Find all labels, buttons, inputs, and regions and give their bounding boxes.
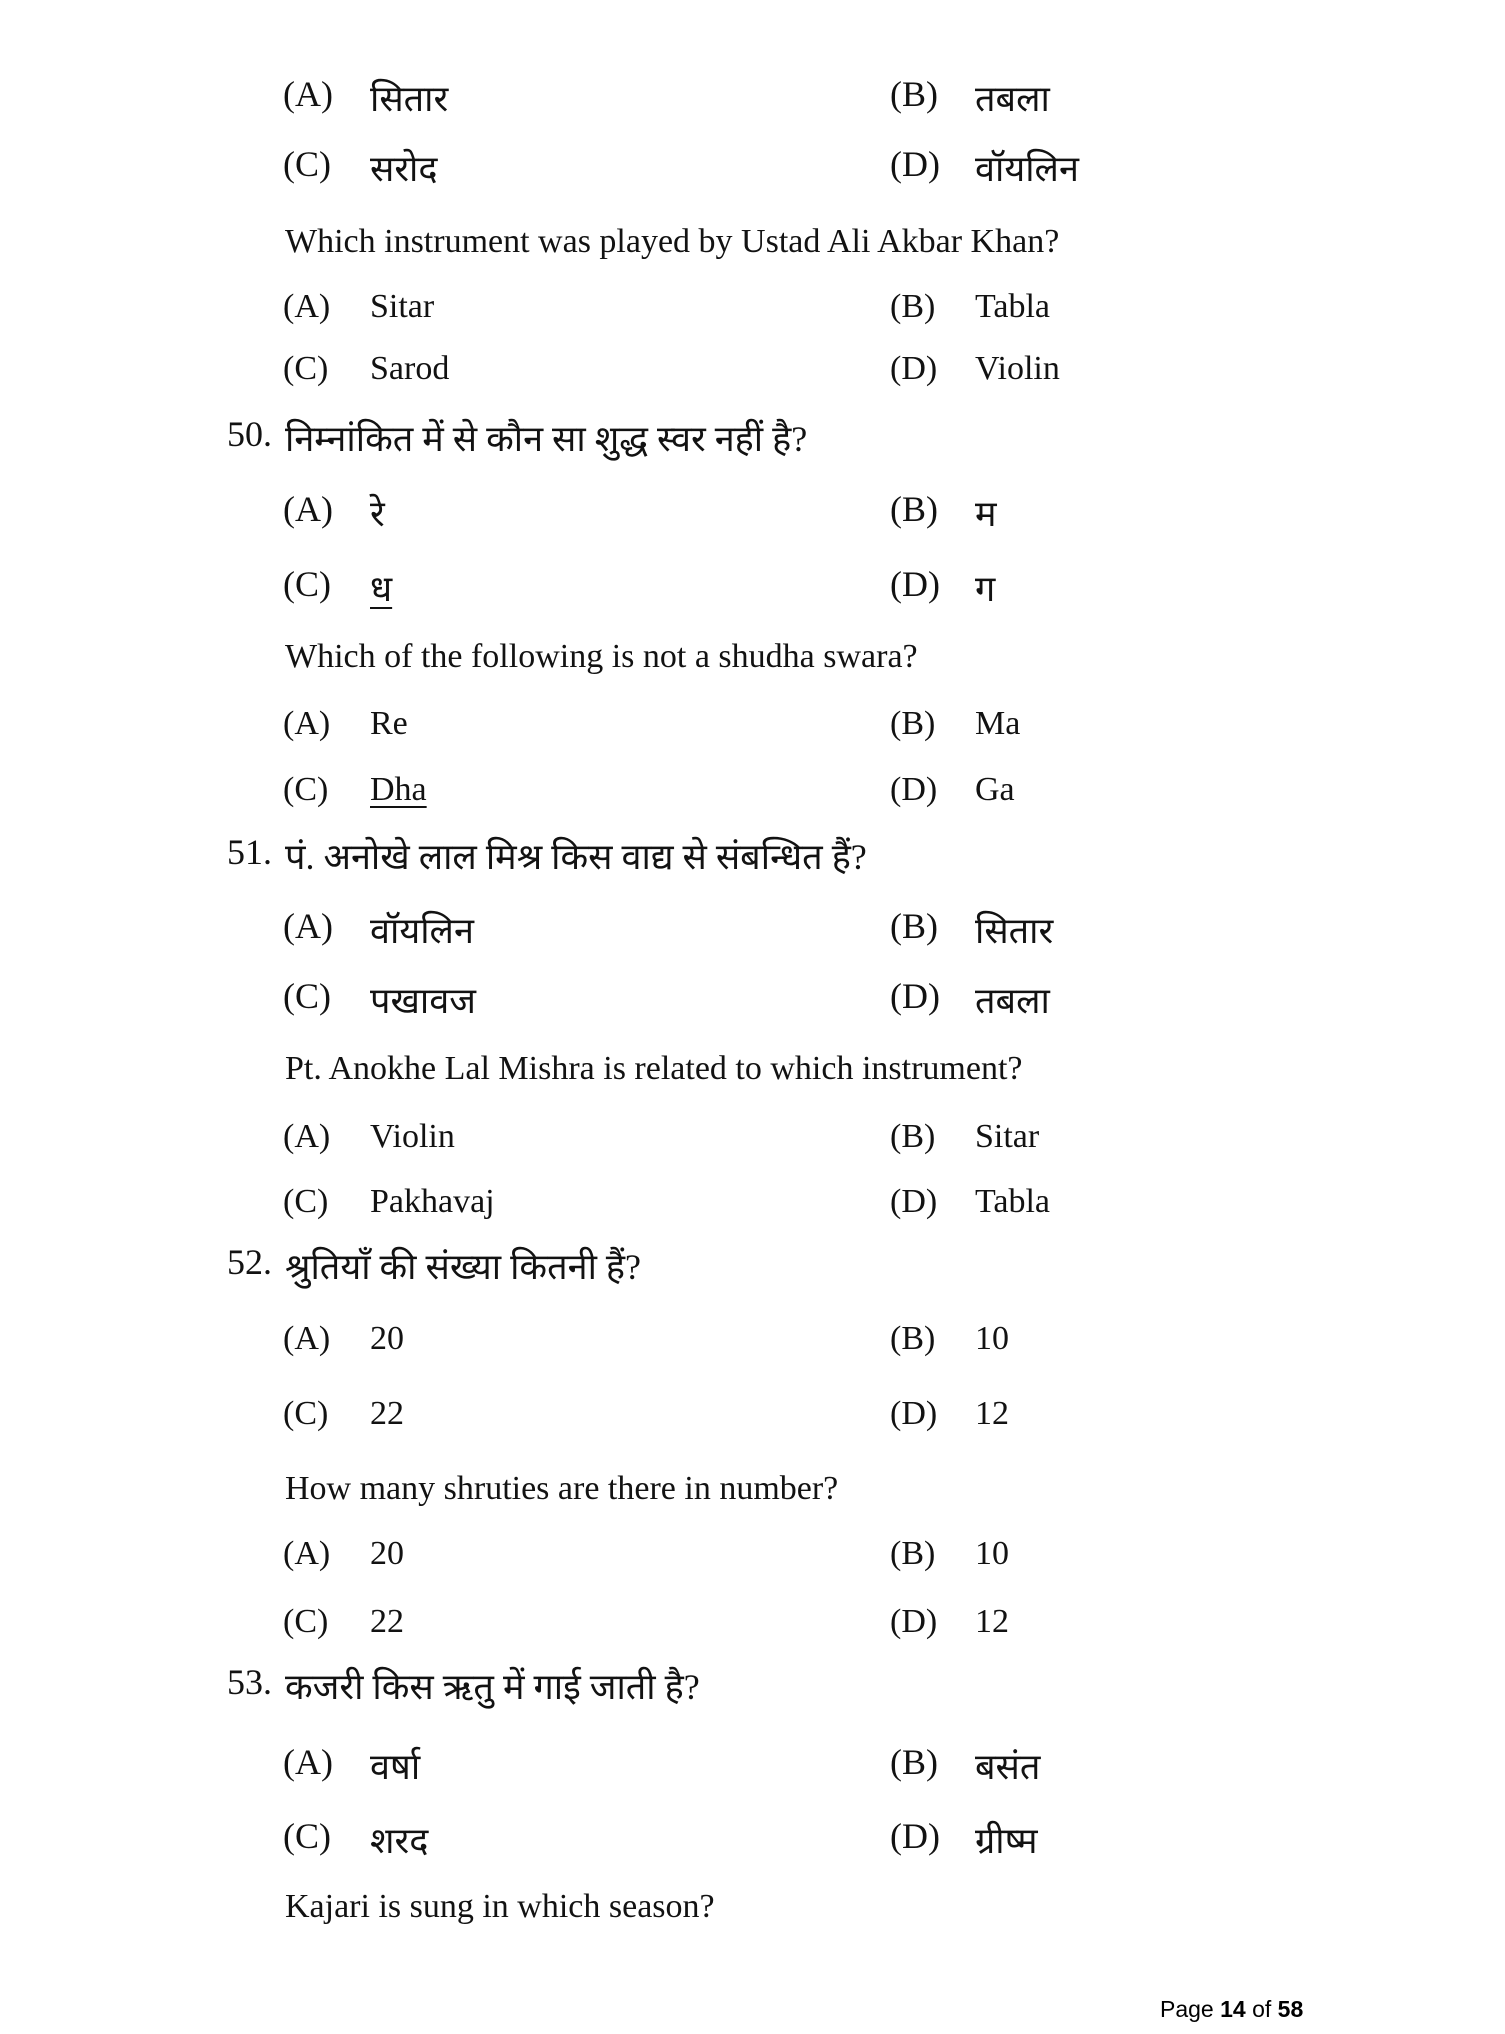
option-row	[0, 1815, 1505, 1873]
question-text-hindi: कजरी किस ऋतु में गाई जाती है?	[285, 1667, 700, 1707]
option-text: 10	[975, 1535, 1009, 1572]
question-stem	[0, 1661, 1505, 1719]
question-stem	[0, 1241, 1505, 1299]
option-text: 12	[975, 1395, 1009, 1432]
option-letter: (C)	[283, 771, 329, 808]
option-letter: (B)	[890, 489, 938, 529]
option-text: 22	[370, 1603, 404, 1640]
option-letter: (A)	[283, 906, 333, 946]
page-footer	[1160, 1996, 1303, 2023]
option-row	[0, 1183, 1505, 1241]
option-row	[0, 1603, 1505, 1661]
option-letter: (C)	[283, 1395, 329, 1432]
option-text: Sitar	[370, 288, 435, 325]
option-row	[0, 705, 1505, 763]
footer-page-number: 14	[1220, 1996, 1246, 2022]
question-stem	[0, 413, 1505, 471]
option-text: Sarod	[370, 350, 450, 387]
option-row	[0, 905, 1505, 963]
option-letter: (D)	[890, 564, 940, 604]
option-text: पखावज	[370, 981, 476, 1021]
option-text: ध	[370, 569, 393, 609]
option-row	[0, 1741, 1505, 1799]
option-text: Dha	[370, 771, 427, 808]
option-letter: (D)	[890, 1603, 938, 1640]
option-letter: (C)	[283, 350, 329, 387]
option-letter: (D)	[890, 144, 940, 184]
option-text: Tabla	[975, 288, 1051, 325]
option-letter: (B)	[890, 74, 938, 114]
option-text: सितार	[370, 79, 449, 119]
option-letter: (A)	[283, 1320, 331, 1357]
option-text: रे	[370, 494, 385, 534]
question-number: 50.	[227, 414, 272, 454]
option-row	[0, 1535, 1505, 1593]
question-text-english: Which of the following is not a shudha swara?	[285, 638, 918, 675]
option-letter: (B)	[890, 1742, 938, 1782]
question-text-hindi: निम्नांकित में से कौन सा शुद्ध स्वर नहीं है?	[285, 419, 808, 459]
option-text: वॉयलिन	[370, 911, 474, 951]
option-row	[0, 143, 1505, 201]
question-text-english: How many shruties are there in number?	[285, 1470, 839, 1507]
option-letter: (C)	[283, 976, 331, 1016]
option-text: Ma	[975, 705, 1021, 742]
question-stem	[0, 831, 1505, 889]
option-letter: (A)	[283, 705, 331, 742]
question-text-english-row	[0, 223, 1505, 281]
option-letter: (D)	[890, 1183, 938, 1220]
option-row	[0, 1320, 1505, 1378]
option-row	[0, 975, 1505, 1033]
option-text: Violin	[370, 1118, 455, 1155]
option-letter: (D)	[890, 771, 938, 808]
question-number: 53.	[227, 1662, 272, 1702]
option-text: Violin	[975, 350, 1060, 387]
option-row	[0, 1395, 1505, 1453]
option-letter: (B)	[890, 906, 938, 946]
option-letter: (A)	[283, 1742, 333, 1782]
option-text: वॉयलिन	[975, 149, 1079, 189]
question-text-english-row	[0, 1050, 1505, 1108]
option-letter: (D)	[890, 1395, 938, 1432]
option-row	[0, 1118, 1505, 1176]
option-row	[0, 771, 1505, 829]
option-letter: (D)	[890, 1816, 940, 1856]
option-text: 20	[370, 1535, 404, 1572]
option-row	[0, 488, 1505, 546]
question-text-hindi: श्रुतियाँ की संख्या कितनी हैं?	[285, 1247, 641, 1287]
option-letter: (C)	[283, 1816, 331, 1856]
option-letter: (A)	[283, 489, 333, 529]
option-letter: (B)	[890, 1118, 936, 1155]
option-text: सितार	[975, 911, 1054, 951]
option-row	[0, 350, 1505, 408]
question-text-english-row	[0, 638, 1505, 696]
option-text: Ga	[975, 771, 1015, 808]
option-letter: (B)	[890, 288, 936, 325]
option-letter: (C)	[283, 1603, 329, 1640]
question-text-english: Kajari is sung in which season?	[285, 1888, 715, 1925]
option-letter: (D)	[890, 350, 938, 387]
option-row	[0, 563, 1505, 621]
option-text: म	[975, 494, 997, 534]
option-text: तबला	[975, 981, 1050, 1021]
option-letter: (C)	[283, 144, 331, 184]
option-letter: (A)	[283, 1118, 331, 1155]
question-text-english-row	[0, 1888, 1505, 1946]
option-letter: (A)	[283, 74, 333, 114]
option-letter: (C)	[283, 1183, 329, 1220]
footer-page-label: Page	[1160, 1996, 1214, 2022]
option-letter: (C)	[283, 564, 331, 604]
question-text-english: Pt. Anokhe Lal Mishra is related to which instrument?	[285, 1050, 1023, 1087]
option-letter: (A)	[283, 288, 331, 325]
option-text: बसंत	[975, 1747, 1041, 1787]
option-text: सरोद	[370, 149, 438, 189]
question-text-hindi: पं. अनोखे लाल मिश्र किस वाद्य से संबन्धित हैं?	[285, 837, 867, 877]
question-number: 52.	[227, 1242, 272, 1282]
option-text: 20	[370, 1320, 404, 1357]
option-text: Re	[370, 705, 408, 742]
option-letter: (B)	[890, 1535, 936, 1572]
option-letter: (A)	[283, 1535, 331, 1572]
footer-total-pages: 58	[1277, 1996, 1304, 2022]
footer-of-label: of	[1252, 1996, 1272, 2022]
option-row	[0, 288, 1505, 346]
option-letter: (B)	[890, 705, 936, 742]
option-text: 10	[975, 1320, 1009, 1357]
option-text: Sitar	[975, 1118, 1040, 1155]
question-number: 51.	[227, 832, 272, 872]
option-text: 12	[975, 1603, 1009, 1640]
option-text: ग्रीष्म	[975, 1821, 1038, 1861]
option-text: तबला	[975, 79, 1050, 119]
option-text: ग	[975, 569, 996, 609]
option-text: शरद	[370, 1821, 429, 1861]
option-letter: (D)	[890, 976, 940, 1016]
question-text-english-row	[0, 1470, 1505, 1528]
option-text: Pakhavaj	[370, 1183, 495, 1220]
question-text-english: Which instrument was played by Ustad Ali Akbar Khan?	[285, 223, 1060, 260]
option-letter: (B)	[890, 1320, 936, 1357]
option-text: वर्षा	[370, 1747, 421, 1787]
option-text: 22	[370, 1395, 404, 1432]
option-row	[0, 73, 1505, 131]
option-text: Tabla	[975, 1183, 1051, 1220]
